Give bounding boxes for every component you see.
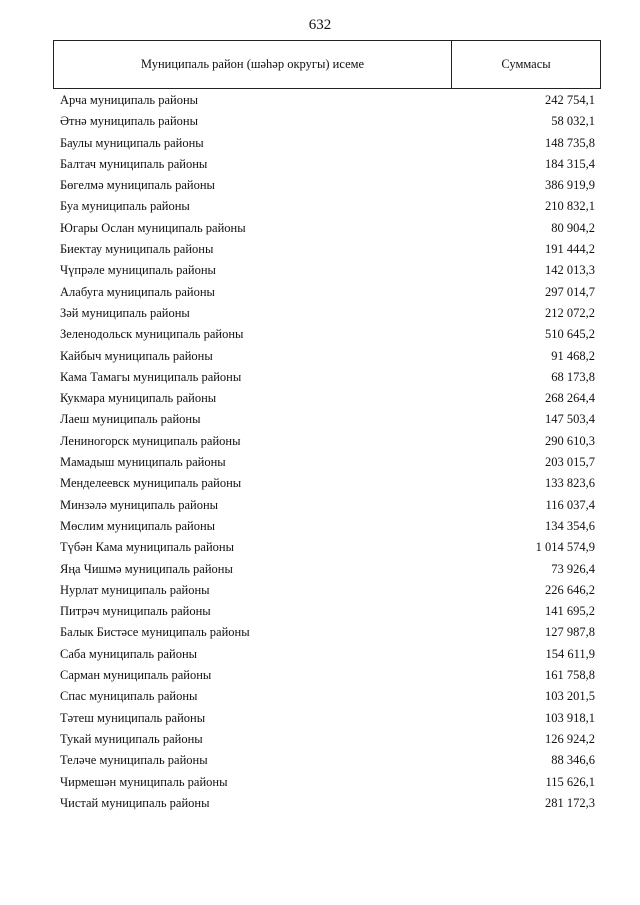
district-name: Мамадыш муниципаль районы	[60, 455, 226, 470]
district-sum: 73 926,4	[551, 561, 595, 576]
table-row	[0, 643, 640, 664]
district-sum: 148 735,8	[545, 135, 595, 150]
district-sum: 127 987,8	[545, 625, 595, 640]
district-sum: 103 918,1	[545, 710, 595, 725]
table-row	[0, 366, 640, 387]
district-name: Саба муниципаль районы	[60, 646, 198, 661]
district-name: Алабуга муниципаль районы	[60, 284, 215, 299]
district-name: Тукай муниципаль районы	[60, 731, 203, 746]
table-row	[0, 110, 640, 131]
district-sum: 386 919,9	[545, 178, 595, 193]
district-sum: 510 645,2	[545, 327, 595, 342]
table-row	[0, 195, 640, 216]
district-sum: 268 264,4	[545, 391, 595, 406]
district-name: Югары Ослан муниципаль районы	[60, 220, 246, 235]
table-body	[0, 89, 640, 813]
district-name: Чүпрәле муниципаль районы	[60, 263, 216, 278]
district-sum: 226 646,2	[545, 582, 595, 597]
district-sum: 161 758,8	[545, 668, 595, 683]
table-row	[0, 323, 640, 344]
table-row	[0, 132, 640, 153]
district-name: Минзәлә муниципаль районы	[60, 497, 219, 512]
district-sum: 116 037,4	[545, 497, 595, 512]
table-row	[0, 664, 640, 685]
district-name: Зәй муниципаль районы	[60, 305, 190, 320]
district-sum: 1 014 574,9	[535, 540, 595, 555]
table-row	[0, 387, 640, 408]
district-sum: 147 503,4	[545, 412, 595, 427]
district-sum: 154 611,9	[545, 646, 595, 661]
district-name: Лениногорск муниципаль районы	[60, 433, 241, 448]
district-name: Спас муниципаль районы	[60, 689, 198, 704]
header-sum-column: Суммасы	[501, 57, 551, 71]
district-sum: 134 354,6	[545, 518, 595, 533]
district-name: Теләче муниципаль районы	[60, 753, 208, 768]
table-header	[53, 40, 601, 89]
district-sum: 91 468,2	[551, 348, 595, 363]
district-sum: 290 610,3	[545, 433, 595, 448]
table-row	[0, 430, 640, 451]
district-name: Мөслим муниципаль районы	[60, 518, 216, 533]
table-row	[0, 89, 640, 110]
district-name: Зеленодольск муниципаль районы	[60, 327, 244, 342]
district-sum: 297 014,7	[545, 284, 595, 299]
table-row	[0, 153, 640, 174]
district-sum: 58 032,1	[551, 114, 595, 129]
district-name: Бөгелмә муниципаль районы	[60, 178, 215, 193]
district-sum: 133 823,6	[545, 476, 595, 491]
district-sum: 281 172,3	[545, 795, 595, 810]
table-row	[0, 621, 640, 642]
table-row	[0, 558, 640, 579]
district-name: Чирмешән муниципаль районы	[60, 774, 228, 789]
district-name: Питрәч муниципаль районы	[60, 604, 211, 619]
table-row	[0, 408, 640, 429]
district-sum: 203 015,7	[545, 455, 595, 470]
district-name: Биектау муниципаль районы	[60, 242, 214, 257]
table-row	[0, 281, 640, 302]
table-row	[0, 515, 640, 536]
district-sum: 126 924,2	[545, 731, 595, 746]
district-sum: 68 173,8	[551, 369, 595, 384]
district-name: Кама Тамагы муниципаль районы	[60, 369, 242, 384]
district-sum: 184 315,4	[545, 156, 595, 171]
district-name: Балык Бистәсе муниципаль районы	[60, 625, 250, 640]
table-row	[0, 302, 640, 323]
table-row	[0, 749, 640, 770]
district-name: Буа муниципаль районы	[60, 199, 190, 214]
table-row	[0, 600, 640, 621]
district-name: Арча муниципаль районы	[60, 93, 199, 107]
table-row	[0, 792, 640, 813]
table-row	[0, 579, 640, 600]
page-number: 632	[308, 17, 332, 33]
table-row	[0, 494, 640, 515]
table-row	[0, 345, 640, 366]
district-name: Нурлат муниципаль районы	[60, 582, 210, 597]
table-row	[0, 728, 640, 749]
table-row	[0, 259, 640, 280]
table-row	[0, 472, 640, 493]
district-name: Кукмара муниципаль районы	[60, 391, 217, 406]
district-name: Әтнә муниципаль районы	[60, 114, 199, 129]
district-sum: 142 013,3	[545, 263, 595, 278]
district-name: Кайбыч муниципаль районы	[60, 348, 213, 363]
header-name-column: Муниципаль район (шәһәр округы) исеме	[54, 41, 452, 88]
district-sum: 191 444,2	[545, 242, 595, 257]
table-row	[0, 217, 640, 238]
table-row	[0, 174, 640, 195]
district-sum: 242 754,1	[545, 93, 595, 107]
district-sum: 210 832,1	[545, 199, 595, 214]
table-row	[0, 707, 640, 728]
district-name: Балтач муниципаль районы	[60, 156, 208, 171]
district-sum: 88 346,6	[551, 753, 595, 768]
table-row	[0, 451, 640, 472]
district-name: Менделеевск муниципаль районы	[60, 476, 242, 491]
district-sum: 80 904,2	[551, 220, 595, 235]
table-row	[0, 771, 640, 792]
district-name: Тәтеш муниципаль районы	[60, 710, 206, 725]
district-name: Чистай муниципаль районы	[60, 795, 210, 810]
table-row	[0, 685, 640, 706]
table-row	[0, 238, 640, 259]
district-sum: 212 072,2	[545, 305, 595, 320]
district-name: Яңа Чишмә муниципаль районы	[60, 561, 233, 576]
district-name: Сарман муниципаль районы	[60, 668, 212, 683]
district-name: Лаеш муниципаль районы	[60, 412, 201, 427]
table-row	[0, 536, 640, 557]
district-sum: 103 201,5	[545, 689, 595, 704]
district-name: Түбән Кама муниципаль районы	[60, 540, 234, 555]
district-sum: 115 626,1	[545, 774, 595, 789]
district-name: Баулы муниципаль районы	[60, 135, 204, 150]
district-sum: 141 695,2	[545, 604, 595, 619]
